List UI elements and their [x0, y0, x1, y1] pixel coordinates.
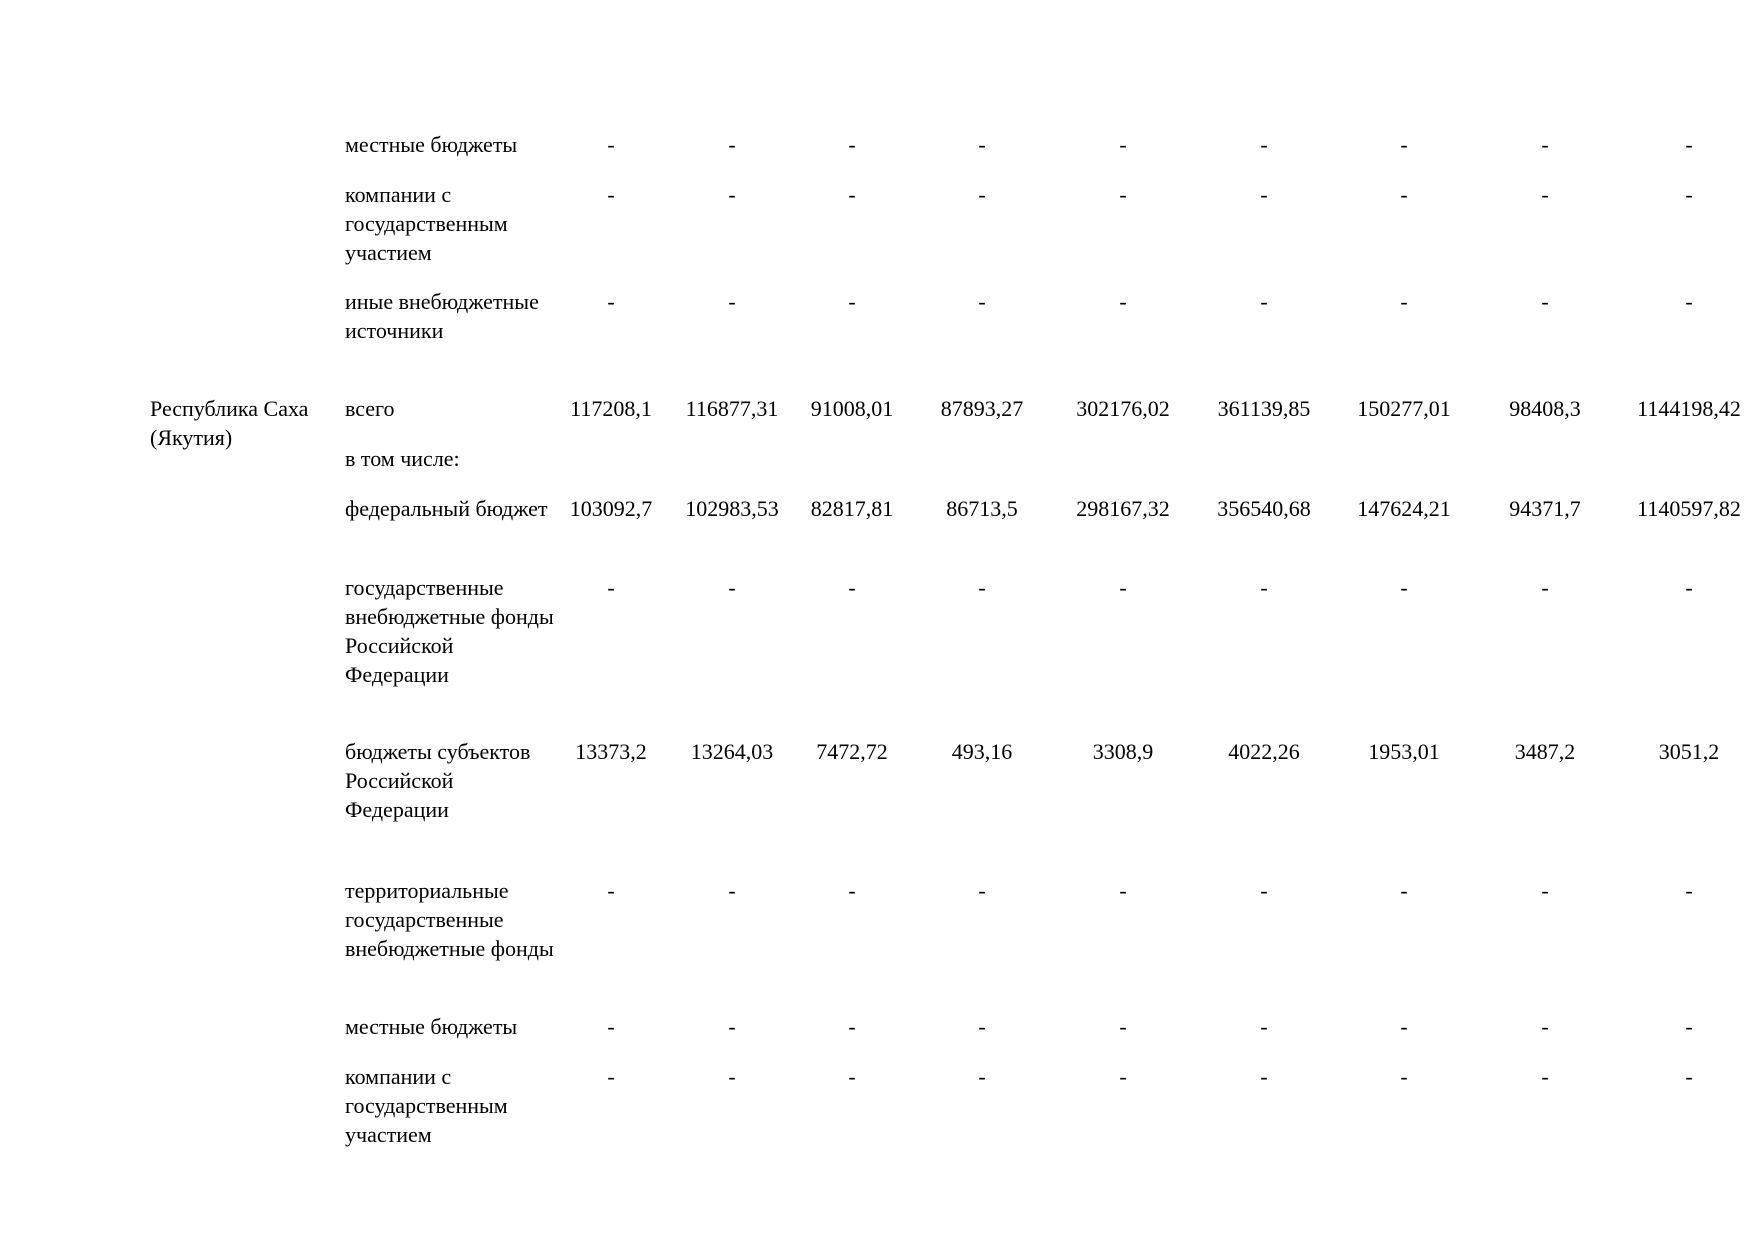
value-cell: -: [1685, 289, 1693, 314]
value-cell: -: [978, 182, 986, 207]
value-cell: -: [1400, 878, 1408, 903]
value-cell: 3051,2: [1658, 739, 1720, 764]
value-cell: -: [978, 132, 986, 157]
value-cell: 356540,68: [1217, 496, 1311, 521]
value-cell: -: [1260, 1014, 1268, 1039]
value-cell: -: [1400, 132, 1408, 157]
value-cell: -: [607, 289, 615, 314]
value-cell: -: [728, 1064, 736, 1089]
value-cell: 13264,03: [690, 739, 774, 764]
indicator-cell: местные бюджеты: [345, 1014, 518, 1039]
value-cell: -: [1685, 132, 1693, 157]
value-cell: -: [1260, 289, 1268, 314]
value-cell: 98408,3: [1509, 396, 1581, 421]
value-cell: -: [1685, 1064, 1693, 1089]
value-cell: -: [1685, 878, 1693, 903]
indicator-cell: бюджеты субъектов Российской Федерации: [345, 739, 531, 822]
value-cell: 1140597,82: [1637, 496, 1741, 521]
value-cell: -: [848, 575, 856, 600]
value-cell: 117208,1: [570, 396, 652, 421]
value-cell: -: [728, 878, 736, 903]
value-cell: 7472,72: [816, 739, 888, 764]
indicator-cell: федеральный бюджет: [345, 496, 548, 521]
value-cell: -: [728, 182, 736, 207]
value-cell: -: [1541, 182, 1549, 207]
value-cell: -: [1119, 1014, 1127, 1039]
indicator-cell: компании с государственным участием: [345, 1064, 508, 1147]
value-cell: -: [1400, 289, 1408, 314]
value-cell: -: [1400, 1064, 1408, 1089]
value-cell: -: [728, 132, 736, 157]
value-cell: -: [848, 1014, 856, 1039]
value-cell: 147624,21: [1357, 496, 1451, 521]
value-cell: -: [1260, 182, 1268, 207]
value-cell: -: [1260, 878, 1268, 903]
value-cell: -: [1541, 289, 1549, 314]
value-cell: -: [1260, 1064, 1268, 1089]
value-cell: -: [978, 1064, 986, 1089]
value-cell: 13373,2: [575, 739, 647, 764]
value-cell: -: [1541, 1064, 1549, 1089]
value-cell: -: [607, 1014, 615, 1039]
value-cell: -: [1260, 132, 1268, 157]
value-cell: -: [1119, 182, 1127, 207]
value-cell: 4022,26: [1228, 739, 1300, 764]
value-cell: 150277,01: [1357, 396, 1451, 421]
value-cell: 1144198,42: [1637, 396, 1741, 421]
value-cell: 91008,01: [810, 396, 894, 421]
value-cell: -: [848, 289, 856, 314]
value-cell: -: [607, 182, 615, 207]
value-cell: -: [1119, 878, 1127, 903]
value-cell: -: [1541, 132, 1549, 157]
indicator-cell: государственные внебюджетные фонды Российской Федерации: [345, 575, 554, 687]
indicator-cell: компании с государственным участием: [345, 182, 508, 265]
value-cell: 3487,2: [1514, 739, 1576, 764]
value-cell: -: [1119, 575, 1127, 600]
value-cell: -: [607, 1064, 615, 1089]
value-cell: -: [1400, 1014, 1408, 1039]
value-cell: 86713,5: [946, 496, 1018, 521]
value-cell: -: [607, 878, 615, 903]
value-cell: -: [1400, 575, 1408, 600]
value-cell: -: [1119, 132, 1127, 157]
value-cell: -: [1685, 1014, 1693, 1039]
value-cell: 298167,32: [1076, 496, 1170, 521]
region-cell: Республика Саха (Якутия): [150, 396, 309, 450]
value-cell: 102983,53: [685, 496, 779, 521]
value-cell: -: [607, 132, 615, 157]
value-cell: -: [1119, 289, 1127, 314]
value-cell: -: [1685, 575, 1693, 600]
value-cell: -: [1685, 182, 1693, 207]
value-cell: -: [1400, 182, 1408, 207]
value-cell: -: [1260, 575, 1268, 600]
value-cell: 116877,31: [685, 396, 779, 421]
value-cell: -: [728, 289, 736, 314]
value-cell: -: [728, 575, 736, 600]
value-cell: -: [1119, 1064, 1127, 1089]
value-cell: -: [1541, 1014, 1549, 1039]
value-cell: -: [1541, 575, 1549, 600]
value-cell: 361139,85: [1217, 396, 1311, 421]
value-cell: 87893,27: [940, 396, 1024, 421]
value-cell: -: [978, 289, 986, 314]
value-cell: 94371,7: [1509, 496, 1581, 521]
value-cell: -: [607, 575, 615, 600]
indicator-cell: всего: [345, 396, 395, 421]
value-cell: 1953,01: [1368, 739, 1440, 764]
value-cell: -: [848, 132, 856, 157]
value-cell: 302176,02: [1076, 396, 1170, 421]
value-cell: 103092,7: [569, 496, 653, 521]
indicator-cell: территориальные государственные внебюджетные фонды: [345, 878, 554, 961]
value-cell: -: [978, 878, 986, 903]
value-cell: -: [978, 1014, 986, 1039]
indicator-cell: в том числе:: [345, 446, 460, 471]
value-cell: 493,16: [951, 739, 1013, 764]
value-cell: 82817,81: [810, 496, 894, 521]
value-cell: -: [978, 575, 986, 600]
value-cell: -: [1541, 878, 1549, 903]
value-cell: -: [848, 878, 856, 903]
indicator-cell: местные бюджеты: [345, 132, 518, 157]
value-cell: -: [728, 1014, 736, 1039]
indicator-cell: иные внебюджетные источники: [345, 289, 539, 343]
value-cell: -: [848, 1064, 856, 1089]
value-cell: -: [848, 182, 856, 207]
value-cell: 3308,9: [1092, 739, 1154, 764]
